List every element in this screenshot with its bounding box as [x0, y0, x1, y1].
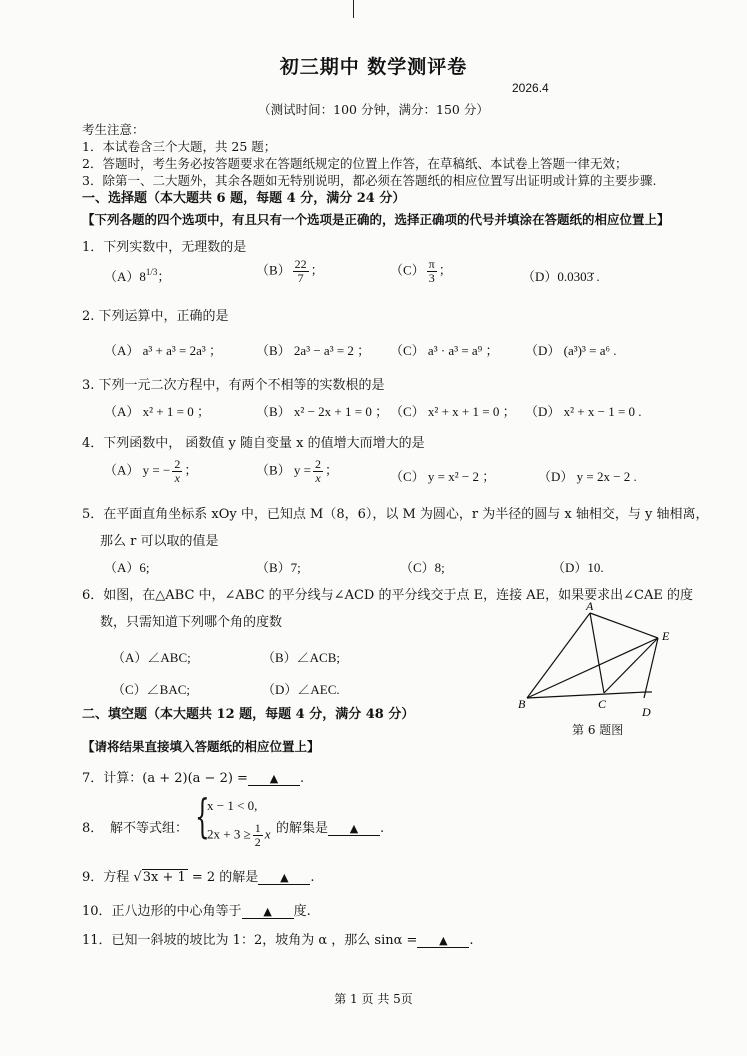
q4-option-c: （C） y = x² − 2 ； [390, 469, 496, 484]
q8-text: 解不等式组： [110, 821, 189, 836]
scan-mark [353, 0, 354, 18]
answer-blank: ▲ [417, 934, 469, 948]
q3-stem: 3. 下列一元二次方程中，有两个不相等的实数根的是 [82, 378, 385, 393]
label-e: E [662, 629, 670, 643]
notice-heading: 考生注意： [82, 122, 145, 137]
label-d: D [642, 705, 651, 718]
q2-stem: 2. 下列运算中，正确的是 [82, 309, 229, 324]
q5-option-a: （A）6; [104, 560, 150, 575]
q6-option-c: （C）∠BAC; [112, 682, 191, 697]
q11: 11．已知一斜坡的坡比为 1：2，坡角为 α ，那么 sinα = ▲ . [82, 933, 474, 948]
section2-title: 二、填空题（本大题共 12 题，每题 4 分，满分 48 分） [82, 707, 415, 722]
q2-option-d: （D） (a³)³ = a⁶ . [525, 343, 617, 358]
label-b: B [518, 697, 526, 711]
q1-option-d: （D）0.0303̇̇ . [522, 269, 600, 284]
q4-stem: 4．下列函数中， 函数值 y 随自变量 x 的值增大而增大的是 [82, 436, 425, 451]
q9: 9．方程 √3x + 1 = 2 的解是 ▲ . [82, 870, 315, 885]
page-footer: 第 1 页 共 5页 [334, 992, 413, 1006]
notice-item: 1．本试卷含三个大题，共 25 题； [82, 139, 277, 154]
label-c: C [598, 697, 607, 711]
segment-ac [590, 613, 604, 693]
answer-blank: ▲ [258, 871, 310, 885]
section1-instruction: 【下列各题的四个选项中，有且只有一个选项是正确的，选择正确项的代号并填涂在答题纸的相应位置上】 [82, 212, 670, 227]
segment-ce [604, 638, 658, 693]
q6-option-d: （D）∠AEC. [262, 682, 340, 697]
segment-bc [527, 692, 646, 698]
answer-blank: ▲ [248, 772, 300, 786]
q3-option-d: （D） x² + x − 1 = 0 . [525, 404, 642, 419]
q5-stem-cont: 那么 r 可以取的值是 [100, 534, 219, 549]
q2-option-c: （C） a³ · a³ = a⁹ ； [390, 343, 499, 358]
q1-option-c: （C） $\frac{\pi}{3}$ ； [390, 257, 452, 285]
q3-option-a: （A） x² + 1 = 0 ； [104, 404, 210, 419]
answer-blank: ▲ [328, 822, 380, 836]
exam-date: 2026.4 [512, 81, 549, 95]
page-title: 初三期中 数学测评卷 [279, 56, 468, 78]
q6-stem: 6．如图，在△ABC 中，∠ABC 的平分线与∠ACD 的平分线交于点 E，连接 AE，如果要求出∠CAE 的度 [82, 588, 693, 603]
q6-figure [510, 598, 690, 718]
segment-be [527, 638, 658, 698]
segment-ed [644, 638, 658, 698]
section2-instruction: 【请将结果直接填入答题纸的相应位置上】 [82, 739, 320, 754]
q1-option-a: $(A)8^{1/3}$； [104, 267, 171, 284]
q5-option-c: （C）8; [400, 560, 445, 575]
answer-blank: ▲ [242, 905, 294, 919]
notice-item: 3．除第一、二大题外，其余各题如无特别说明，都必须在答题纸的相应位置写出证明或计算的主要步骤. [82, 173, 657, 188]
q5-option-b: （B）7; [256, 560, 301, 575]
q3-option-c: （C） x² + x + 1 = 0 ； [390, 404, 516, 419]
q1-stem: 1．下列实数中，无理数的是 [82, 240, 247, 255]
segment-ae [590, 613, 658, 638]
q10: 10．正八边形的中心角等于 ▲ 度. [82, 904, 311, 919]
q6-option-a: （A）∠ABC; [112, 650, 191, 665]
q2-option-b: （B） 2a³ − a³ = 2 ； [256, 343, 371, 358]
q7: 7．计算：(a + 2)(a − 2) = ▲ . [82, 771, 305, 786]
q4-option-a: （A） y = − $\frac{2}{x}$ ； [104, 457, 198, 485]
q4-option-d: （D） y = 2x − 2 . [538, 469, 637, 484]
q8-number: 8． [82, 821, 104, 836]
figure-caption: 第 6 题图 [572, 723, 624, 737]
q8-line2: 2x + 3 ≥ $\frac{1}{2}$ x [207, 821, 271, 849]
q5-option-d: （D）10. [552, 560, 604, 575]
q5-stem: 5．在平面直角坐标系 xOy 中，已知点 M（8，6），以 M 为圆心，r 为半径的圆与 x 轴相交，与 y 轴相离， [82, 507, 709, 522]
label-a: A [586, 599, 594, 613]
notice-item: 2．答题时，考生务必按答题要求在答题纸规定的位置上作答，在草稿纸、本试卷上答题一律无效； [82, 156, 628, 171]
q1-option-b: （B） $\frac{22}{7}$ ； [256, 257, 324, 285]
q3-option-b: （B） x² − 2x + 1 = 0 ； [256, 404, 389, 419]
time-info: （测试时间：100 分钟，满分：150 分） [258, 102, 489, 117]
system-brace: { [195, 789, 210, 843]
segment-ab [527, 613, 590, 698]
q2-option-a: （A） a³ + a³ = 2a³ ； [104, 343, 223, 358]
q8-line1: x − 1 < 0, [207, 798, 258, 813]
q6-stem-cont: 数，只需知道下列哪个角的度数 [100, 615, 283, 630]
q6-option-b: （B）∠ACB; [262, 650, 341, 665]
section1-title: 一、选择题（本大题共 6 题，每题 4 分，满分 24 分） [82, 191, 406, 206]
q8-tail: 的解集是 ▲ . [276, 821, 385, 836]
q4-option-b: （B） y = $\frac{2}{x}$ ； [256, 457, 339, 485]
